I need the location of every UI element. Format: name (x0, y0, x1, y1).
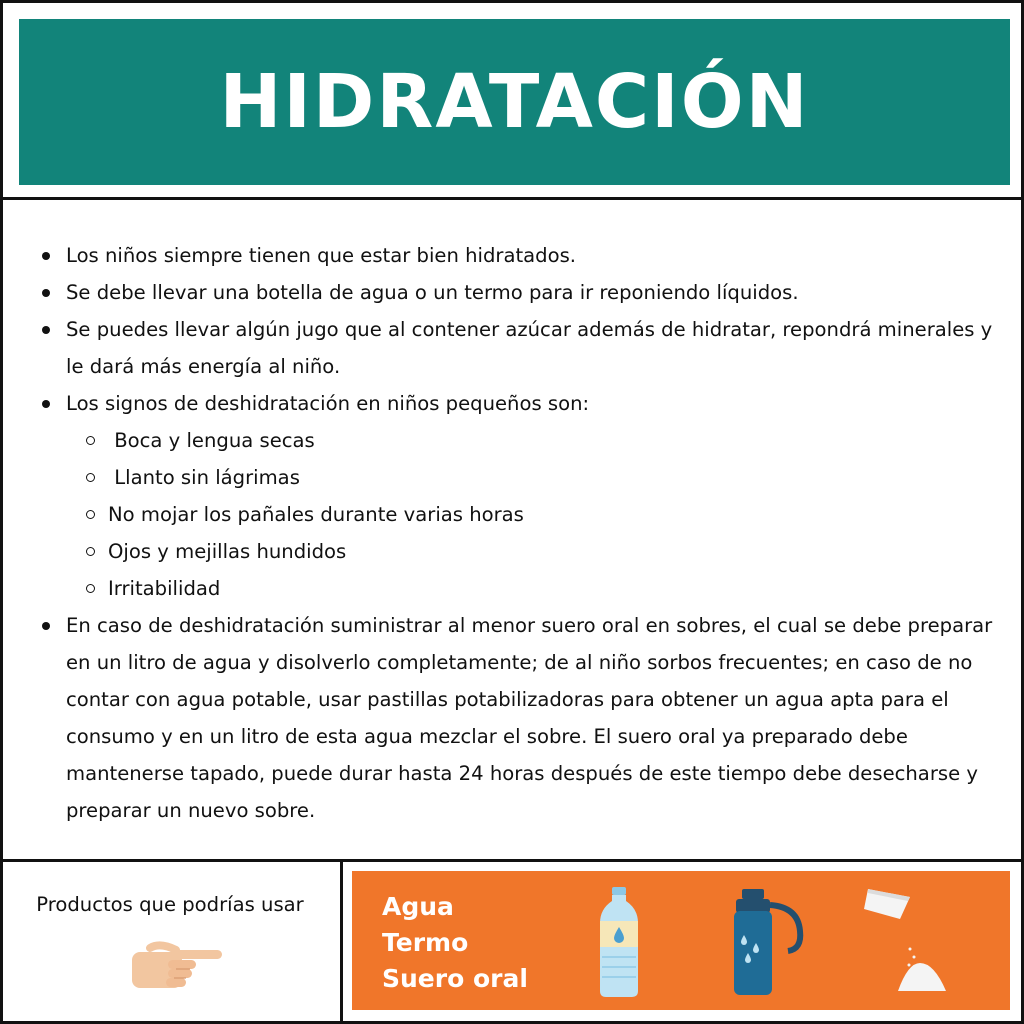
bullet-text: Se puedes llevar algún jugo que al contener azúcar además de hidratar, repondrá minerales y le dará más energía al niño. (66, 318, 993, 378)
product-oral-serum: Suero oral (382, 964, 528, 993)
product-water: Agua (382, 892, 454, 921)
products-label: Productos que podrías usar (36, 893, 304, 916)
thermos-icon (730, 889, 810, 997)
symptom-item: Llanto sin lágrimas (66, 459, 1005, 496)
products-panel (352, 871, 1010, 1010)
bullet-item (40, 274, 1005, 311)
oral-serum-sachet-icon (862, 885, 922, 925)
products-list (382, 889, 528, 997)
bullet-item (40, 311, 1005, 385)
title-banner (19, 19, 1010, 185)
water-bottle-icon (598, 887, 640, 997)
symptom-item: Irritabilidad (66, 570, 1005, 607)
symptom-list (66, 422, 1005, 607)
bullet-item (40, 385, 1005, 607)
product-thermos: Termo (382, 928, 469, 957)
bullet-text: En caso de deshidratación suministrar al menor suero oral en sobres, el cual se debe preparar en un litro de agua y disolverlo completamente; de al niño sorbos frecuentes; en caso de no contar con agua potable, usar pastillas potabilizadoras para obtener un agua apta para el consumo y en un litro de esta agua mezclar el sobre. El suero oral ya preparado debe mantenerse tapado, puede durar hasta 24 horas después de este tiempo debe desecharse y preparar un nuevo sobre. (66, 614, 993, 822)
bullet-text: Los signos de deshidratación en niños pequeños son: (66, 392, 590, 415)
section-divider (0, 859, 1024, 862)
symptom-item: No mojar los pañales durante varias horas (66, 496, 1005, 533)
bullet-text: Se debe llevar una botella de agua o un termo para ir reponiendo líquidos. (66, 281, 799, 304)
page-title: HIDRATACIÓN (219, 59, 810, 145)
bullet-list (40, 237, 1005, 829)
bullet-text: Los niños siempre tienen que estar bien hidratados. (66, 244, 577, 267)
powder-pile-icon (892, 945, 952, 995)
bullet-item (40, 607, 1005, 829)
bullet-item (40, 237, 1005, 274)
symptom-item: Boca y lengua secas (66, 422, 1005, 459)
header-section (0, 0, 1024, 200)
pointing-hand-icon (130, 938, 225, 992)
symptom-item: Ojos y mejillas hundidos (66, 533, 1005, 570)
footer-divider (340, 860, 343, 1024)
content-section (0, 200, 1024, 860)
